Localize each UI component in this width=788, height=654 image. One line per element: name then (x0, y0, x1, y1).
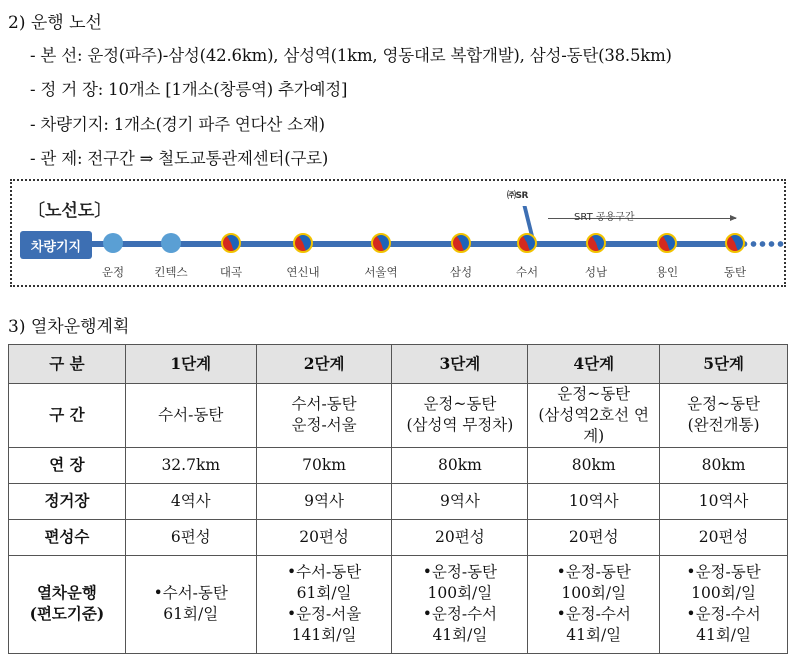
table-cell (392, 555, 528, 653)
table-header-cell: 구 분 (9, 345, 126, 384)
route-line (92, 241, 740, 247)
table-header-cell: 3단계 (392, 345, 528, 384)
cell-text: •운정-동탄 (556, 563, 631, 582)
cell-text: 수서-동탄 (291, 395, 357, 414)
table-cell (392, 447, 528, 483)
cell-text: 운정~동탄 (557, 385, 631, 403)
table-cell (392, 384, 528, 448)
table-cell (125, 519, 256, 555)
cell-text: 운정-서울 (291, 416, 357, 435)
row-header-text: 연 장 (49, 454, 85, 474)
cell-text: 20편성 (435, 527, 485, 546)
table-header-cell: 2단계 (256, 345, 392, 384)
cell-text: 61회/일 (296, 584, 352, 603)
bullet-key: - 관 제: (30, 149, 83, 168)
cell-text: 10역사 (568, 491, 619, 510)
station-marker (657, 233, 677, 253)
bullet-key: - 본 선: (30, 46, 83, 65)
station-marker (161, 233, 181, 253)
row-header-cell (9, 447, 126, 483)
row-header-text: 구 간 (49, 404, 85, 424)
table-cell (256, 483, 392, 519)
table-header-cell: 4단계 (528, 345, 660, 384)
table-cell (528, 384, 660, 448)
table-header-cell: 1단계 (125, 345, 256, 384)
cell-text: •수서-동탄 (286, 563, 362, 582)
station-label: 삼성 (449, 265, 473, 279)
cell-text: 80km (701, 455, 746, 474)
route-map-title: 〔노선도〕 (28, 201, 112, 221)
station-marker (221, 233, 241, 253)
station-label: 수서 (515, 265, 539, 279)
table-cell (660, 519, 788, 555)
operation-plan-table (8, 344, 788, 654)
cell-text: 10역사 (698, 491, 749, 510)
cell-text: 70km (302, 455, 346, 474)
table-row (9, 447, 788, 483)
table-cell (660, 483, 788, 519)
cell-text: •운정-수서 (422, 605, 498, 624)
table-cell (256, 555, 392, 653)
station-label: 운정 (101, 265, 125, 279)
station-label: 성남 (584, 265, 608, 279)
table-row (9, 555, 788, 653)
station-label: 연신내 (286, 265, 320, 279)
bullet-control (30, 145, 328, 169)
bullet-text: 10개소 [1개소(창릉역) 추가예정] (108, 80, 348, 99)
cell-text: 9역사 (439, 491, 480, 510)
station-marker (293, 233, 313, 253)
cell-text: 운정~동탄 (423, 395, 497, 414)
station-label: 대곡 (219, 265, 243, 279)
bullet-main-line (30, 42, 672, 66)
cell-text: 100회/일 (691, 584, 756, 603)
bullet-stations (30, 76, 347, 100)
table-cell (256, 447, 392, 483)
station-label: 동탄 (723, 265, 747, 279)
table-cell (392, 519, 528, 555)
table-cell (256, 384, 392, 448)
station-label: 서울역 (364, 265, 398, 279)
cell-text: 운정~동탄 (687, 395, 760, 414)
cell-text: 61회/일 (163, 605, 219, 624)
table-row (9, 483, 788, 519)
bullet-key: - 정 거 장: (30, 80, 104, 99)
cell-text: •운정-수서 (686, 605, 761, 624)
cell-text: 41회/일 (566, 626, 622, 645)
cell-text: 80km (571, 455, 616, 474)
bullet-key: - 차량기지: (30, 115, 109, 134)
cell-text: •운정-동탄 (686, 563, 761, 582)
bullet-depot (30, 111, 325, 135)
table-header-cell: 5단계 (660, 345, 788, 384)
table-cell (125, 447, 256, 483)
table-cell (528, 519, 660, 555)
cell-text: (삼성역 무정차) (406, 416, 514, 435)
table-body (9, 384, 788, 654)
bullet-text: 운정(파주)-삼성(42.6km), 삼성역(1km, 영동대로 복합개발), 삼성-동탄(38.5km) (87, 46, 672, 65)
row-header-cell (9, 483, 126, 519)
row-header-text: 편성수 (44, 526, 90, 546)
station-marker (371, 233, 391, 253)
cell-text: 20편성 (568, 527, 619, 546)
station-label: 킨텍스 (154, 265, 188, 279)
table-cell (125, 483, 256, 519)
table-cell (660, 384, 788, 448)
srt-logo: ㈜SR (507, 191, 528, 201)
section-2-title: 2) 운행 노선 (8, 13, 102, 33)
table-cell (125, 555, 256, 653)
cell-text: 6편성 (170, 527, 211, 546)
table-cell (392, 483, 528, 519)
table-row (9, 519, 788, 555)
row-header-text: 열차운행 (36, 583, 97, 603)
cell-text: 4역사 (170, 491, 211, 510)
station-marker (103, 233, 123, 253)
cell-text: •운정-수서 (556, 605, 631, 624)
cell-text: •수서-동탄 (153, 584, 228, 603)
cell-text: 32.7km (161, 455, 221, 474)
row-header-text: 정거장 (44, 490, 90, 510)
table-cell (528, 447, 660, 483)
station-marker (517, 233, 537, 253)
cell-text: •운정-동탄 (422, 563, 498, 582)
cell-text: 80km (437, 455, 482, 474)
station-label: 용인 (655, 265, 679, 279)
row-header-text: (편도기준) (29, 604, 105, 624)
route-line-extension (740, 241, 786, 247)
table-cell (528, 483, 660, 519)
cell-text: (완전개통) (687, 416, 760, 435)
table-header-row (9, 345, 788, 384)
station-marker (586, 233, 606, 253)
cell-text: 수서-동탄 (158, 405, 224, 424)
srt-section-label: SRT 공용구간 (574, 212, 635, 223)
cell-text: 100회/일 (561, 584, 627, 603)
section-3-title: 3) 열차운행계획 (8, 317, 130, 337)
table-row (9, 384, 788, 448)
row-header-cell (9, 555, 126, 653)
cell-text: •운정-서울 (286, 605, 362, 624)
cell-text: 41회/일 (432, 626, 488, 645)
cell-text: 20편성 (299, 527, 349, 546)
cell-text: 100회/일 (427, 584, 493, 603)
bullet-text: 전구간 ⇒ 철도교통관제센터(구로) (87, 149, 329, 168)
cell-text: 20편성 (698, 527, 749, 546)
row-header-cell (9, 519, 126, 555)
station-marker (725, 233, 745, 253)
row-header-cell (9, 384, 126, 448)
station-marker (451, 233, 471, 253)
bullet-text: 1개소(경기 파주 연다산 소재) (113, 115, 325, 134)
table-cell (660, 447, 788, 483)
depot-badge: 차량기지 (20, 231, 92, 259)
cell-text: 41회/일 (696, 626, 752, 645)
cell-text: 141회/일 (291, 626, 357, 645)
table-cell (528, 555, 660, 653)
cell-text: 9역사 (304, 491, 344, 510)
table-cell (660, 555, 788, 653)
table-cell (125, 384, 256, 448)
table-cell (256, 519, 392, 555)
cell-text: (삼성역2호선 연계) (538, 405, 650, 445)
